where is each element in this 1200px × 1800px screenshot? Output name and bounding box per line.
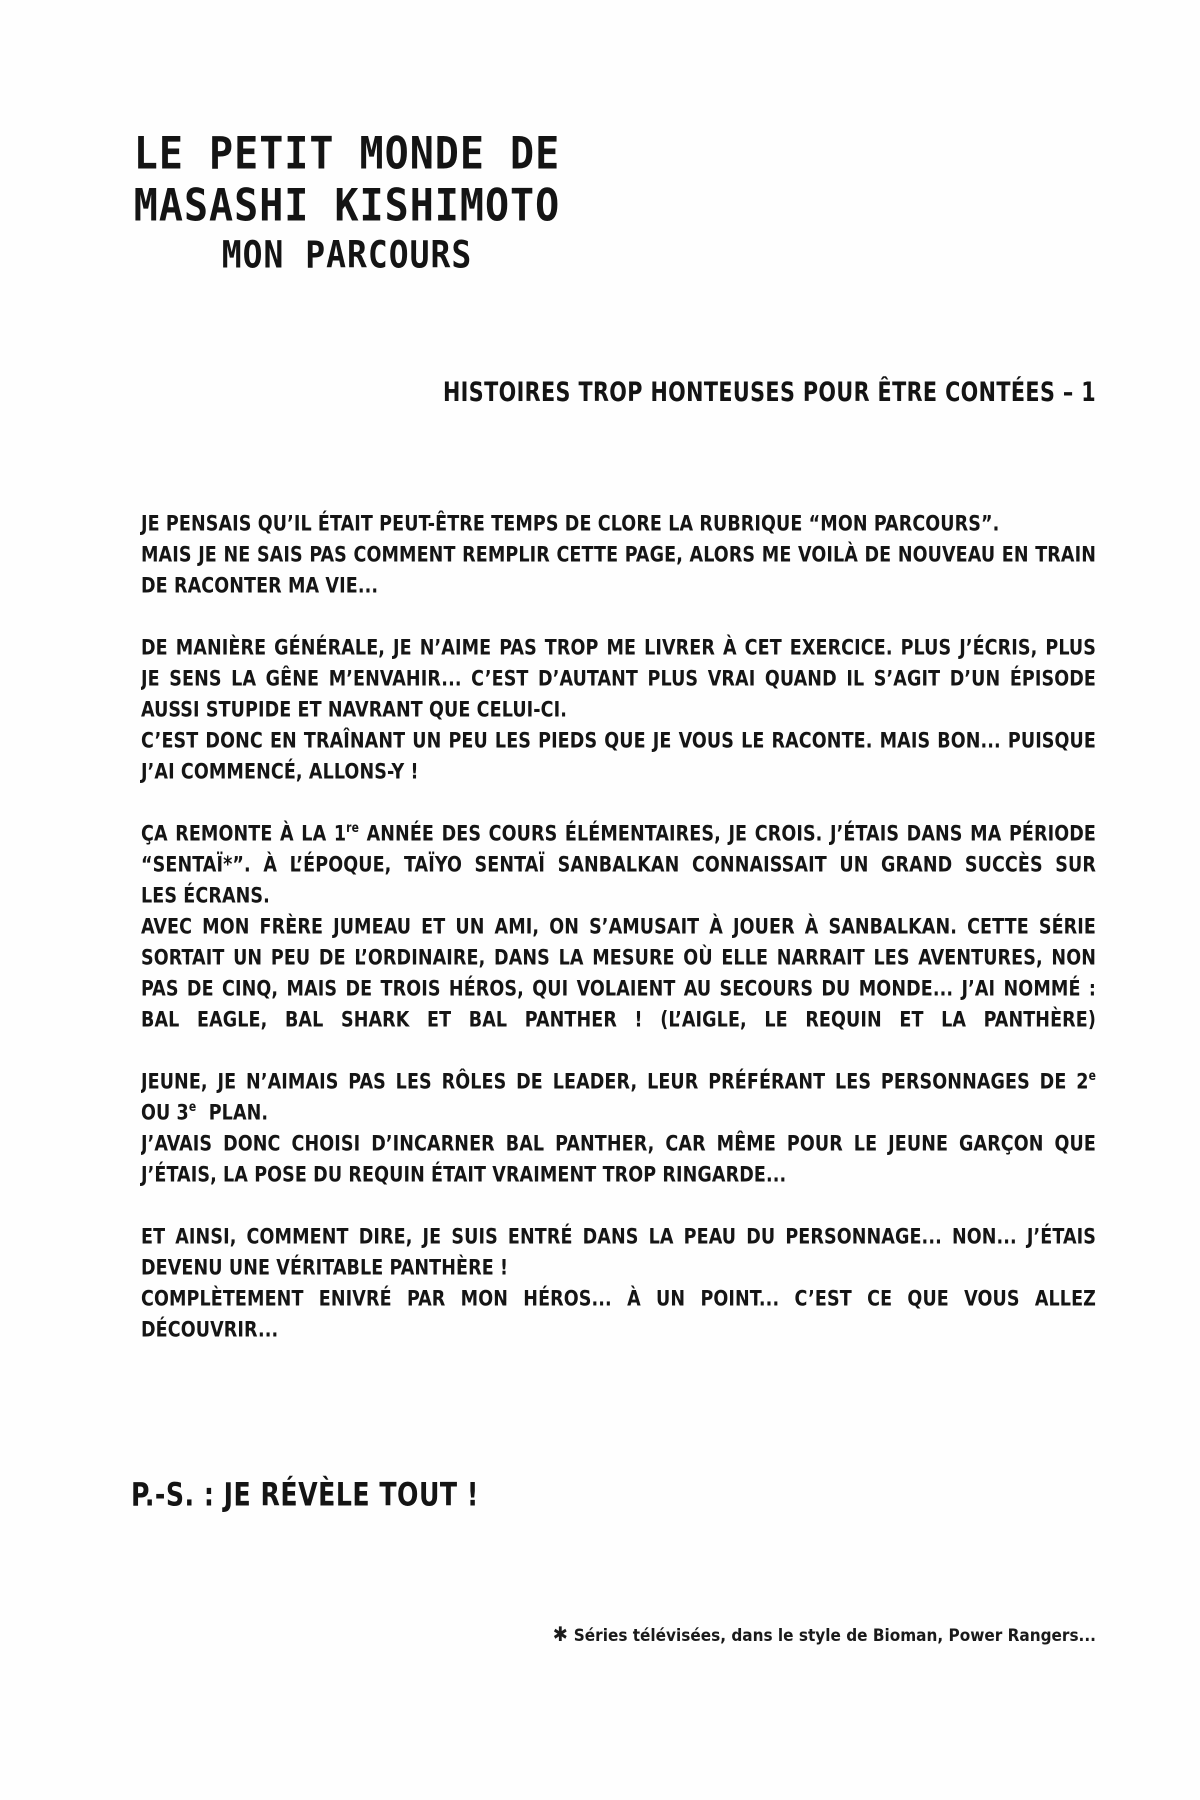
title-subtitle: MON PARCOURS: [221, 232, 473, 277]
text-line: DÉCOUVRIR...: [141, 1316, 279, 1343]
text-line: DE MANIÈRE GÉNÉRALE, JE N’AIME PAS TROP ME LIVRER À CET EXERCICE. PLUS J’ÉCRIS, PLUS: [141, 634, 1096, 661]
text-fragment: JEUNE, JE N’AIMAIS PAS LES RÔLES DE LEADER, LEUR PRÉFÉRANT LES PERSONNAGES DE 2: [141, 1068, 1089, 1095]
paragraph-5: [141, 1221, 1096, 1345]
title-line-2: MASASHI KISHIMOTO: [133, 180, 561, 232]
text-line: J’AVAIS DONC CHOISI D’INCARNER BAL PANTHER, CAR MÊME POUR LE JEUNE GARÇON QUE: [141, 1130, 1096, 1157]
paragraph-4: [141, 1066, 1096, 1190]
body-text: [141, 508, 1096, 1376]
text-line: [141, 816, 1096, 850]
ordinal-superscript: e: [188, 1098, 197, 1115]
text-line: [141, 1095, 1096, 1129]
postscript: P.-S. : JE RÉVÈLE TOUT !: [131, 1475, 479, 1514]
text-line: LES ÉCRANS.: [141, 882, 270, 909]
text-line: J’ÉTAIS, LA POSE DU REQUIN ÉTAIT VRAIMENT TROP RINGARDE...: [141, 1161, 787, 1188]
ordinal-superscript: e: [1088, 1067, 1096, 1084]
text-line: “SENTAÏ*”. À L’ÉPOQUE, TAÏYO SENTAÏ SANBALKAN CONNAISSAIT UN GRAND SUCCÈS SUR: [141, 851, 1096, 878]
text-line: AVEC MON FRÈRE JUMEAU ET UN AMI, ON S’AMUSAIT À JOUER À SANBALKAN. CETTE SÉRIE: [141, 913, 1096, 940]
page-title: [122, 128, 572, 278]
text-line: AUSSI STUPIDE ET NAVRANT QUE CELUI-CI.: [141, 696, 568, 723]
paragraph-3: [141, 818, 1096, 1035]
title-line-1: LE PETIT MONDE DE: [133, 128, 561, 180]
text-line: JE PENSAIS QU’IL ÉTAIT PEUT-ÊTRE TEMPS DE CLORE LA RUBRIQUE “MON PARCOURS”.: [141, 510, 1000, 537]
text-line: COMPLÈTEMENT ENIVRÉ PAR MON HÉROS... À UN POINT... C’EST CE QUE VOUS ALLEZ: [141, 1285, 1096, 1312]
text-line: C’EST DONC EN TRAÎNANT UN PEU LES PIEDS QUE JE VOUS LE RACONTE. MAIS BON... PUISQUE: [141, 727, 1096, 754]
text-line: PAS DE CINQ, MAIS DE TROIS HÉROS, QUI VOLAIENT AU SECOURS DU MONDE... J’AI NOMMÉ :: [141, 975, 1096, 1002]
text-line: SORTAIT UN PEU DE L’ORDINAIRE, DANS LA MESURE OÙ ELLE NARRAIT LES AVENTURES, NON: [141, 944, 1096, 971]
text-line: DE RACONTER MA VIE...: [141, 572, 379, 599]
text-line: ET AINSI, COMMENT DIRE, JE SUIS ENTRÉ DANS LA PEAU DU PERSONNAGE... NON... J’ÉTAIS: [141, 1223, 1096, 1250]
text-fragment: ÇA REMONTE À LA 1: [141, 820, 347, 847]
text-line: MAIS JE NE SAIS PAS COMMENT REMPLIR CETTE PAGE, ALORS ME VOILÀ DE NOUVEAU EN TRAIN: [141, 541, 1096, 568]
text-fragment: PLAN.: [196, 1099, 269, 1126]
text-line: JE SENS LA GÊNE M’ENVAHIR... C’EST D’AUTANT PLUS VRAI QUAND IL S’AGIT D’UN ÉPISODE: [141, 665, 1096, 692]
section-heading: HISTOIRES TROP HONTEUSES POUR ÊTRE CONTÉES – 1: [442, 378, 1096, 408]
asterisk-icon: ✱: [552, 1622, 568, 1646]
paragraph-2: [141, 632, 1096, 787]
ordinal-superscript: re: [346, 819, 359, 836]
text-fragment: OU 3: [141, 1099, 189, 1126]
text-line: DEVENU UNE VÉRITABLE PANTHÈRE !: [141, 1254, 509, 1281]
text-fragment: ANNÉE DES COURS ÉLÉMENTAIRES, JE CROIS. J’ÉTAIS DANS MA PÉRIODE: [359, 820, 1096, 847]
text-line: J’AI COMMENCÉ, ALLONS-Y !: [141, 758, 419, 785]
footnote: [553, 1622, 1096, 1646]
paragraph-1: [141, 508, 1096, 601]
text-line: BAL EAGLE, BAL SHARK ET BAL PANTHER ! (L’AIGLE, LE REQUIN ET LA PANTHÈRE): [141, 1006, 1096, 1033]
text-line: [141, 1064, 1096, 1098]
footnote-text: Séries télévisées, dans le style de Bioman, Power Rangers...: [573, 1626, 1096, 1646]
